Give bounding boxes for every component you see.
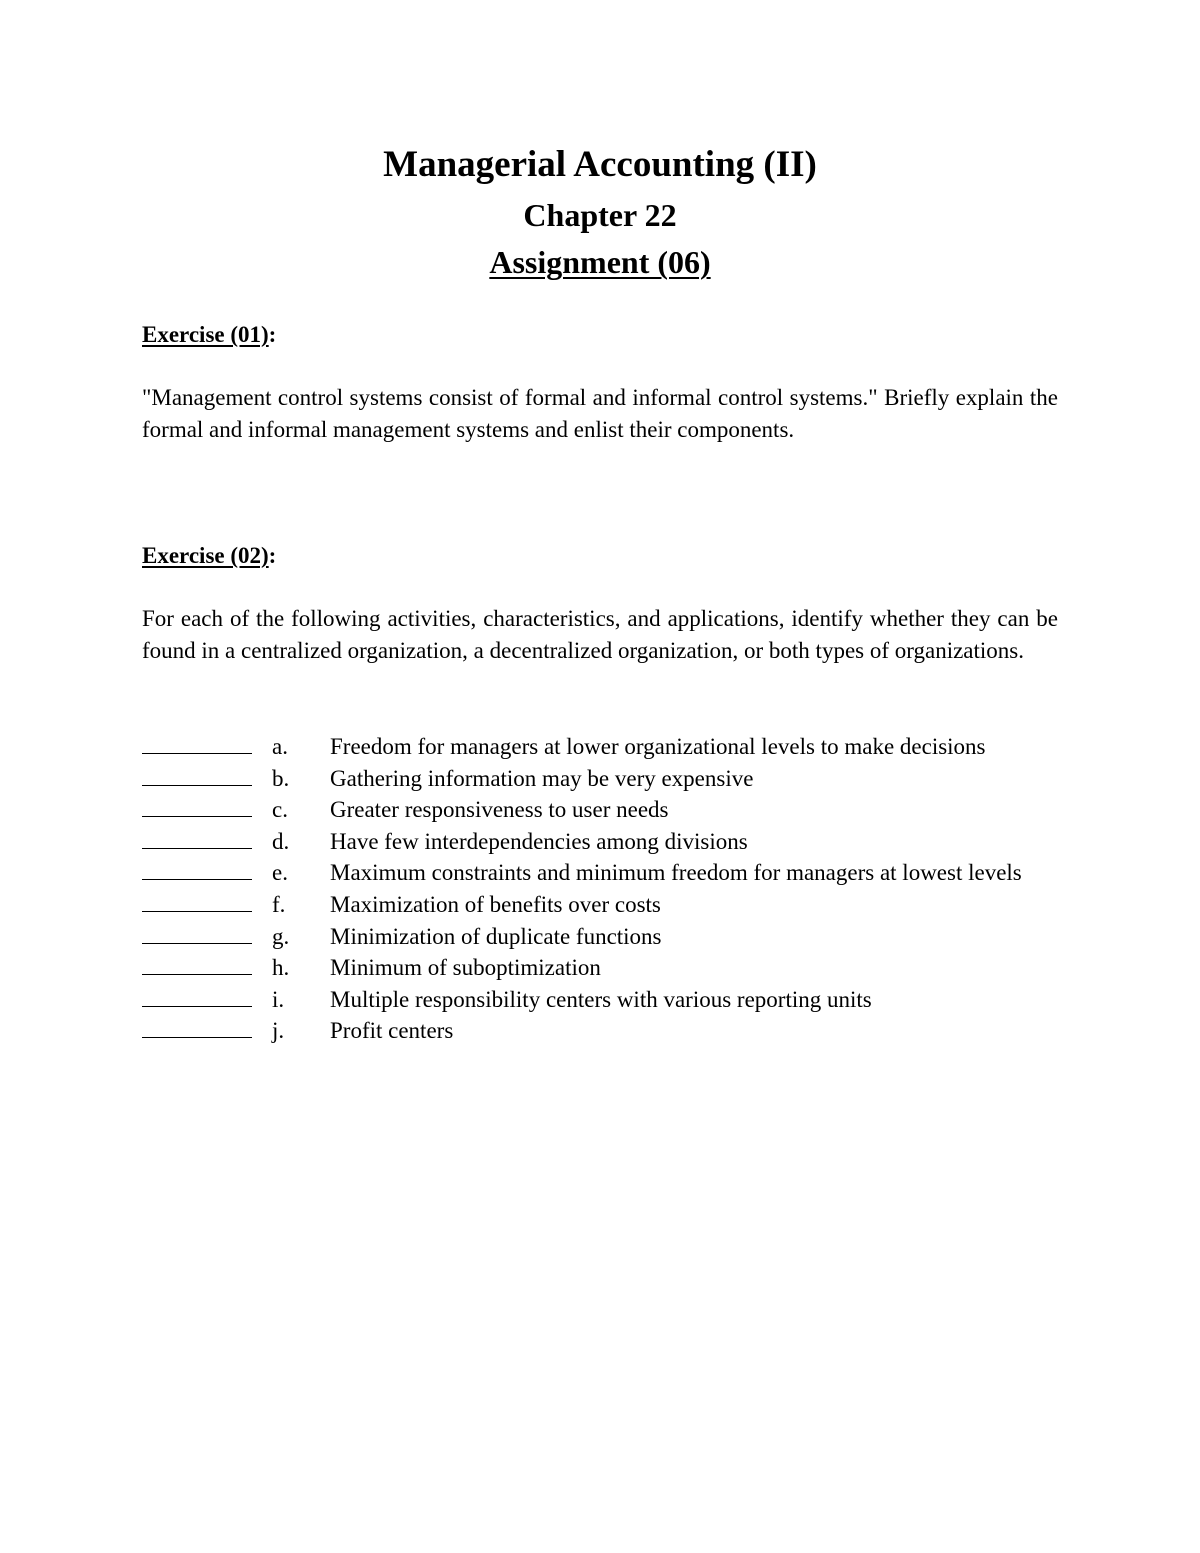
answer-blank[interactable]	[142, 1015, 252, 1047]
answer-blank[interactable]	[142, 921, 252, 953]
item-text: Maximization of benefits over costs	[330, 891, 661, 917]
exercise-02-heading	[142, 541, 276, 571]
list-item	[142, 1015, 1058, 1047]
item-text: Have few interdependencies among divisions	[330, 828, 748, 854]
item-letter: e.	[272, 860, 288, 886]
item-letter: j.	[272, 1018, 285, 1044]
item-text: Gathering information may be very expensive	[330, 765, 754, 791]
document-page	[142, 0, 1058, 1553]
item-text: Minimum of suboptimization	[330, 955, 601, 981]
exercise-01-colon: :	[268, 322, 277, 347]
answer-blank[interactable]	[142, 731, 252, 763]
list-item	[142, 731, 1058, 763]
item-text: Freedom for managers at lower organizational levels to make decisions	[330, 734, 986, 759]
exercise-01-text: "Management control systems consist of formal and informal control systems." Briefly explain the formal and informal management systems and enlist their components.	[142, 385, 1058, 442]
list-item	[142, 794, 1058, 826]
answer-blank[interactable]	[142, 763, 252, 795]
exercise-01-label: Exercise (01)	[142, 322, 269, 347]
chapter-heading: Chapter 22	[523, 197, 677, 233]
item-letter: b.	[272, 765, 290, 791]
item-letter: d.	[272, 828, 290, 854]
item-text: Maximum constraints and minimum freedom for managers at lowest levels	[330, 860, 1022, 886]
answer-blank[interactable]	[142, 889, 252, 921]
assignment-heading	[142, 242, 1058, 282]
exercise-02-label: Exercise (02)	[142, 543, 269, 568]
list-item	[142, 826, 1058, 858]
item-letter: h.	[272, 955, 290, 981]
exercise-02-text: For each of the following activities, characteristics, and applications, identify whether they can be found in a centralized organization, a decentralized organization, or both types of organizations.	[142, 606, 1058, 663]
item-text: Multiple responsibility centers with various reporting units	[330, 986, 872, 1012]
answer-blank[interactable]	[142, 794, 252, 826]
document-title: Managerial Accounting (II)	[383, 144, 817, 185]
exercise-02-colon: :	[268, 543, 277, 568]
item-text: Profit centers	[330, 1018, 454, 1044]
item-text: Greater responsiveness to user needs	[330, 797, 669, 823]
item-letter: a.	[272, 734, 288, 759]
assignment-heading-text: Assignment (06)	[489, 244, 711, 280]
item-letter: f.	[272, 891, 286, 917]
list-item	[142, 952, 1058, 984]
item-letter: c.	[272, 797, 288, 823]
answer-blank[interactable]	[142, 984, 252, 1016]
answer-blank[interactable]	[142, 826, 252, 858]
list-item	[142, 921, 1058, 953]
answer-blank[interactable]	[142, 952, 252, 984]
list-item	[142, 857, 1058, 889]
list-item	[142, 889, 1058, 921]
list-item	[142, 984, 1058, 1016]
item-letter: g.	[272, 923, 290, 949]
item-text: Minimization of duplicate functions	[330, 923, 662, 949]
exercise-02-item-list	[142, 731, 1058, 1047]
item-letter: i.	[272, 986, 285, 1012]
exercise-01-heading	[142, 320, 276, 350]
list-item	[142, 763, 1058, 795]
answer-blank[interactable]	[142, 857, 252, 889]
